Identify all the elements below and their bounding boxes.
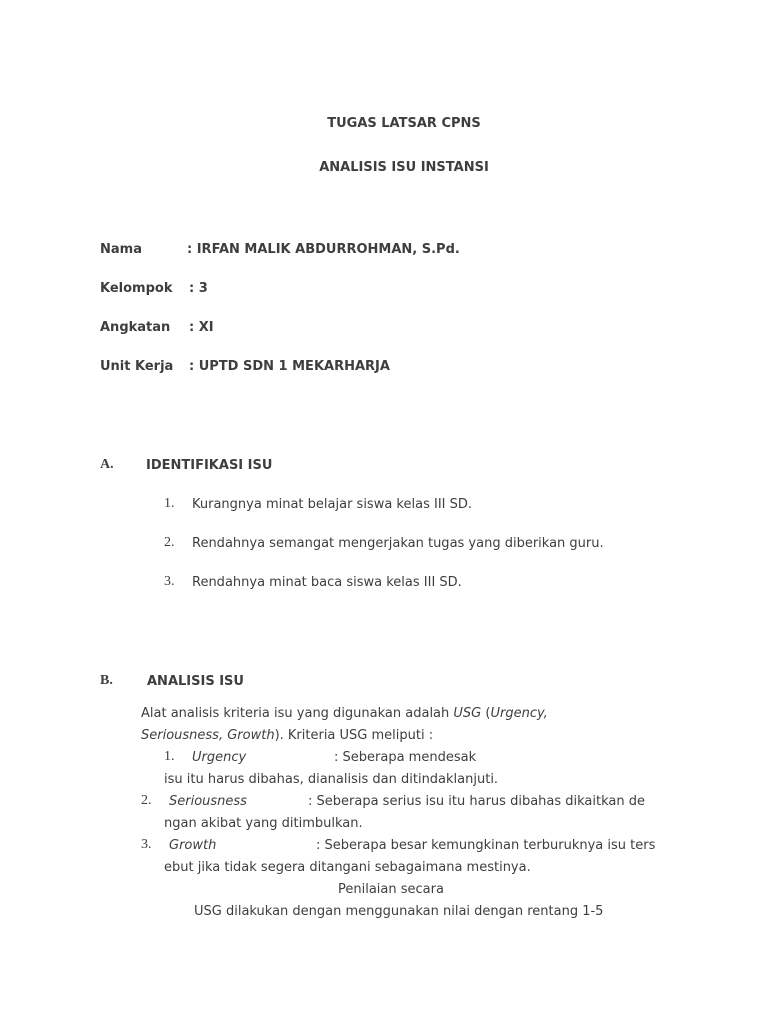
identity-label-kelompok: Kelompok: [100, 281, 173, 296]
intro-line-1: Alat analisis kriteria isu yang digunakan adalah USG (Urgency,: [141, 706, 548, 721]
issue-text: Rendahnya semangat mengerjakan tugas yang diberikan guru.: [192, 536, 604, 551]
section-a-heading: IDENTIFIKASI ISU: [146, 458, 273, 473]
identity-label-unit-kerja: Unit Kerja: [100, 359, 174, 374]
criterion-description: : Seberapa mendesak: [334, 750, 477, 765]
criterion-term-urgency: Urgency: [192, 750, 247, 765]
criterion-description-continued: isu itu harus dibahas, dianalisis dan ditindaklanjuti.: [164, 772, 499, 787]
identity-value-angkatan: : XI: [189, 320, 214, 335]
document-subtitle: ANALISIS ISU INSTANSI: [319, 160, 489, 175]
identity-label-nama: Nama: [100, 242, 142, 257]
issue-number: 1.: [164, 496, 175, 511]
identity-value-kelompok: : 3: [189, 281, 208, 296]
criterion-term-seriousness: Seriousness: [169, 794, 247, 809]
issue-text: Kurangnya minat belajar siswa kelas III SD.: [192, 497, 473, 512]
closing-line-2: USG dilakukan dengan menggunakan nilai dengan rentang 1-5: [194, 904, 604, 919]
intro-line-2: Seriousness, Growth). Kriteria USG meliputi :: [141, 728, 434, 743]
closing-line-1: Penilaian secara: [338, 882, 444, 897]
criterion-number: 3.: [141, 837, 152, 852]
criterion-description-continued: ebut jika tidak segera ditangani sebagaimana mestinya.: [164, 860, 531, 875]
criterion-description: : Seberapa serius isu itu harus dibahas dikaitkan de: [308, 794, 645, 809]
document-title: TUGAS LATSAR CPNS: [327, 116, 481, 131]
section-a-letter: A.: [100, 457, 114, 472]
criterion-description-continued: ngan akibat yang ditimbulkan.: [164, 816, 363, 831]
identity-value-unit-kerja: : UPTD SDN 1 MEKARHARJA: [189, 359, 390, 374]
criterion-term-growth: Growth: [169, 838, 217, 853]
issue-number: 3.: [164, 574, 175, 589]
section-b-heading: ANALISIS ISU: [147, 674, 244, 689]
criterion-number: 2.: [141, 793, 152, 808]
section-b-letter: B.: [100, 673, 113, 688]
identity-label-angkatan: Angkatan: [100, 320, 171, 335]
criterion-description: : Seberapa besar kemungkinan terburuknya isu ters: [316, 838, 656, 853]
criterion-number: 1.: [164, 749, 175, 764]
issue-text: Rendahnya minat baca siswa kelas III SD.: [192, 575, 462, 590]
identity-value-nama: : IRFAN MALIK ABDURROHMAN, S.Pd.: [187, 242, 460, 257]
issue-number: 2.: [164, 535, 175, 550]
